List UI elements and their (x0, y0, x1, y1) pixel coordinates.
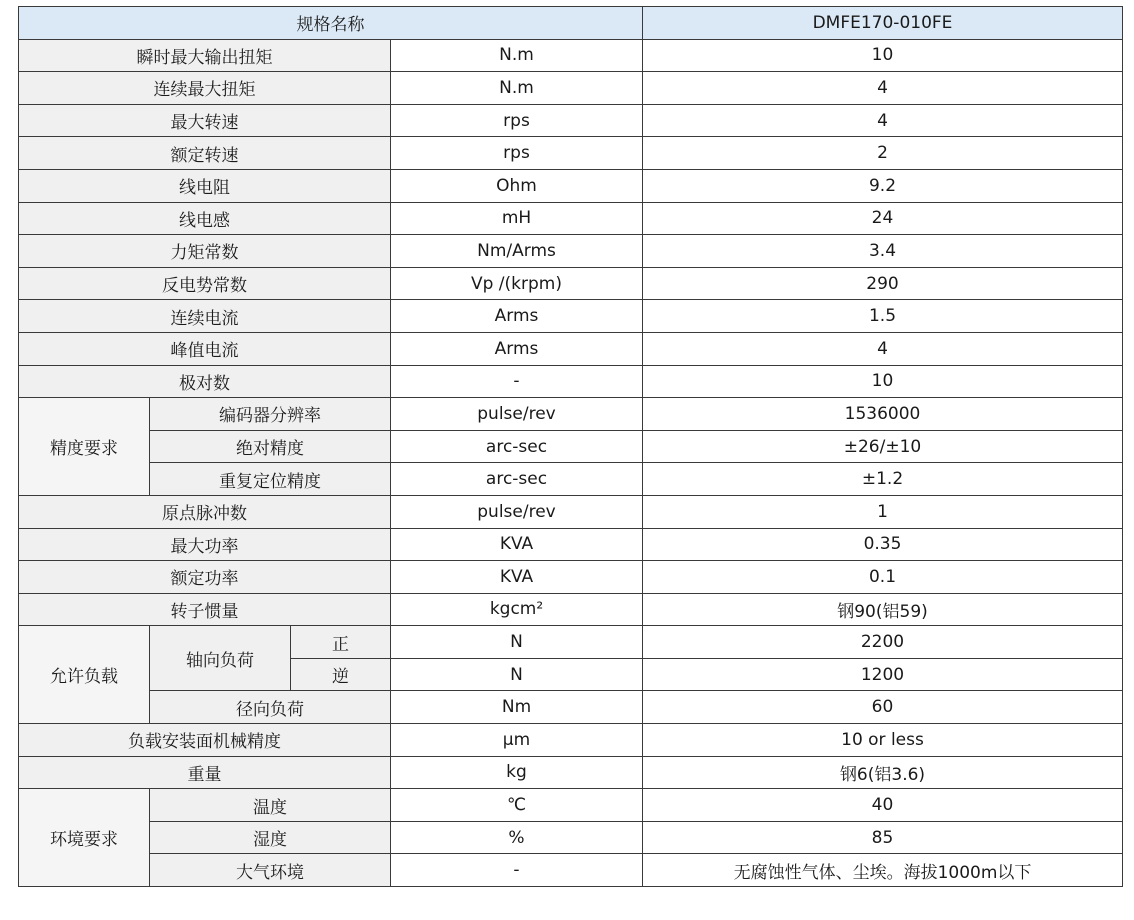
row-value: 1536000 (643, 398, 1123, 431)
direction-label: 正 (291, 626, 391, 659)
row-unit: Ohm (391, 169, 643, 202)
row-label: 线电感 (19, 202, 391, 235)
row-unit: % (391, 821, 643, 854)
table-row (19, 137, 1123, 170)
row-value: 1.5 (643, 300, 1123, 333)
row-unit: μm (391, 724, 643, 757)
group-label-load: 允许负载 (19, 626, 150, 724)
table-row (19, 202, 1123, 235)
table-row (19, 495, 1123, 528)
table-row (19, 626, 1123, 659)
row-unit: arc-sec (391, 430, 643, 463)
row-unit: Nm (391, 691, 643, 724)
row-label: 最大功率 (19, 528, 391, 561)
row-value: 2200 (643, 626, 1123, 659)
row-unit: arc-sec (391, 463, 643, 496)
row-value: 10 (643, 39, 1123, 72)
table-row (19, 561, 1123, 594)
table-row (19, 821, 1123, 854)
row-unit: rps (391, 137, 643, 170)
group-label-precision: 精度要求 (19, 398, 150, 496)
row-value: ±26/±10 (643, 430, 1123, 463)
row-value: 60 (643, 691, 1123, 724)
table-row (19, 430, 1123, 463)
table-row (19, 854, 1123, 887)
table-row (19, 528, 1123, 561)
row-label: 编码器分辨率 (150, 398, 391, 431)
row-value: 4 (643, 72, 1123, 105)
row-unit: N (391, 658, 643, 691)
row-label: 线电阻 (19, 169, 391, 202)
spec-table (18, 6, 1123, 887)
row-value: 10 (643, 365, 1123, 398)
table-row (19, 398, 1123, 431)
table-row (19, 169, 1123, 202)
row-unit: N.m (391, 72, 643, 105)
row-unit: - (391, 854, 643, 887)
row-unit: Arms (391, 332, 643, 365)
row-unit: KVA (391, 561, 643, 594)
row-unit: Nm/Arms (391, 235, 643, 268)
row-label: 额定转速 (19, 137, 391, 170)
row-unit: Arms (391, 300, 643, 333)
row-label: 反电势常数 (19, 267, 391, 300)
row-value: 2 (643, 137, 1123, 170)
row-unit: N (391, 626, 643, 659)
row-label: 额定功率 (19, 561, 391, 594)
group-label-environment: 环境要求 (19, 789, 150, 887)
row-value: 9.2 (643, 169, 1123, 202)
row-value: 0.1 (643, 561, 1123, 594)
axial-load-label: 轴向负荷 (150, 626, 291, 691)
row-unit: pulse/rev (391, 398, 643, 431)
table-row (19, 332, 1123, 365)
row-value: 10 or less (643, 724, 1123, 757)
table-row (19, 463, 1123, 496)
header-row (19, 7, 1123, 40)
row-value: 钢90(铝59) (643, 593, 1123, 626)
row-value: 无腐蚀性气体、尘埃。海拔1000m以下 (643, 854, 1123, 887)
row-value: 钢6(铝3.6) (643, 756, 1123, 789)
table-row (19, 267, 1123, 300)
row-label: 湿度 (150, 821, 391, 854)
row-label: 重量 (19, 756, 391, 789)
row-unit: kg (391, 756, 643, 789)
table-row (19, 756, 1123, 789)
row-label: 径向负荷 (150, 691, 391, 724)
table-row (19, 39, 1123, 72)
table-row (19, 235, 1123, 268)
row-unit: kgcm² (391, 593, 643, 626)
row-label: 绝对精度 (150, 430, 391, 463)
row-label: 最大转速 (19, 104, 391, 137)
row-unit: pulse/rev (391, 495, 643, 528)
table-row (19, 300, 1123, 333)
table-row (19, 365, 1123, 398)
row-value: 4 (643, 332, 1123, 365)
row-unit: N.m (391, 39, 643, 72)
row-label: 转子惯量 (19, 593, 391, 626)
row-label: 负载安装面机械精度 (19, 724, 391, 757)
row-label: 重复定位精度 (150, 463, 391, 496)
row-label: 峰值电流 (19, 332, 391, 365)
row-unit: mH (391, 202, 643, 235)
table-row (19, 789, 1123, 822)
row-value: ±1.2 (643, 463, 1123, 496)
row-value: 3.4 (643, 235, 1123, 268)
spec-name-header: 规格名称 (19, 7, 643, 40)
table-row (19, 593, 1123, 626)
row-label: 力矩常数 (19, 235, 391, 268)
row-unit: ℃ (391, 789, 643, 822)
row-unit: Vp /(krpm) (391, 267, 643, 300)
row-unit: rps (391, 104, 643, 137)
row-label: 连续电流 (19, 300, 391, 333)
row-value: 85 (643, 821, 1123, 854)
row-label: 连续最大扭矩 (19, 72, 391, 105)
table-row (19, 724, 1123, 757)
table-row (19, 72, 1123, 105)
row-label: 极对数 (19, 365, 391, 398)
table-row (19, 104, 1123, 137)
row-label: 瞬时最大输出扭矩 (19, 39, 391, 72)
model-header: DMFE170-010FE (643, 7, 1123, 40)
row-value: 24 (643, 202, 1123, 235)
row-label: 原点脉冲数 (19, 495, 391, 528)
row-value: 290 (643, 267, 1123, 300)
row-value: 1200 (643, 658, 1123, 691)
row-unit: KVA (391, 528, 643, 561)
row-value: 4 (643, 104, 1123, 137)
row-label: 大气环境 (150, 854, 391, 887)
row-value: 0.35 (643, 528, 1123, 561)
table-row (19, 691, 1123, 724)
row-unit: - (391, 365, 643, 398)
direction-label: 逆 (291, 658, 391, 691)
row-value: 1 (643, 495, 1123, 528)
row-label: 温度 (150, 789, 391, 822)
row-value: 40 (643, 789, 1123, 822)
